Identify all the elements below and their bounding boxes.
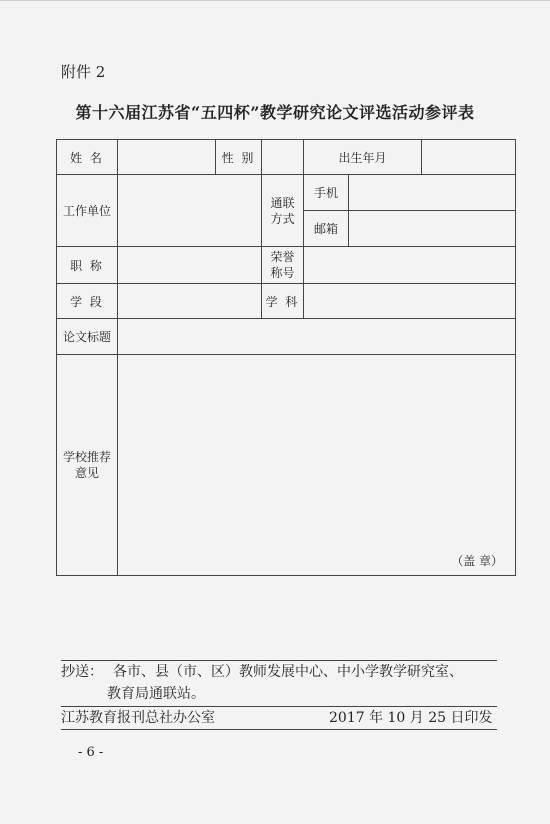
subject-field[interactable] [304,284,516,319]
subject-label: 学 科 [262,284,304,319]
cc-recipients-line-2: 教育局通联站。 [107,686,205,702]
title-rank-field[interactable] [118,247,262,284]
paper-title-label: 论文标题 [57,319,118,355]
attachment-label: 附件 2 [61,63,106,81]
birth-label: 出生年月 [304,140,422,175]
birth-field[interactable] [422,140,516,175]
stage-label: 学 段 [57,284,118,319]
paper-title-field[interactable] [118,319,516,355]
work-unit-field[interactable] [118,175,262,247]
phone-label: 手机 [304,175,349,211]
footer-middle-rule [61,706,497,707]
issuing-office: 江苏教育报刊总社办公室 [61,710,215,726]
evaluation-form-table [56,139,516,576]
honor-field[interactable] [304,247,516,284]
honor-label: 荣誉 称号 [262,247,304,284]
seal-note: （盖 章） [451,554,504,568]
issue-date: 2017 年 10 月 25 日印发 [329,710,493,726]
title-rank-label: 职 称 [57,247,118,284]
email-label: 邮箱 [304,211,349,247]
cc-prefix: 抄送： [61,664,103,680]
form-title: 第十六届江苏省“五四杯”教学研究论文评选活动参评表 [75,103,475,122]
footer-bottom-rule [61,729,497,730]
page-number: - 6 - [78,745,104,760]
contact-label: 通联 方式 [262,175,304,247]
phone-field[interactable] [349,175,516,211]
top-border-line [0,0,550,1]
cc-recipients-line-1: 各市、县（市、区）教师发展中心、中小学教学研究室、 [113,664,463,680]
gender-label: 性 别 [216,140,262,175]
name-field[interactable] [118,140,216,175]
school-recommendation-field[interactable] [118,355,516,576]
work-unit-label: 工作单位 [57,175,118,247]
stage-field[interactable] [118,284,262,319]
gender-field[interactable] [262,140,304,175]
name-label: 姓 名 [57,140,118,175]
school-recommendation-label: 学校推荐 意见 [57,355,118,576]
email-field[interactable] [349,211,516,247]
